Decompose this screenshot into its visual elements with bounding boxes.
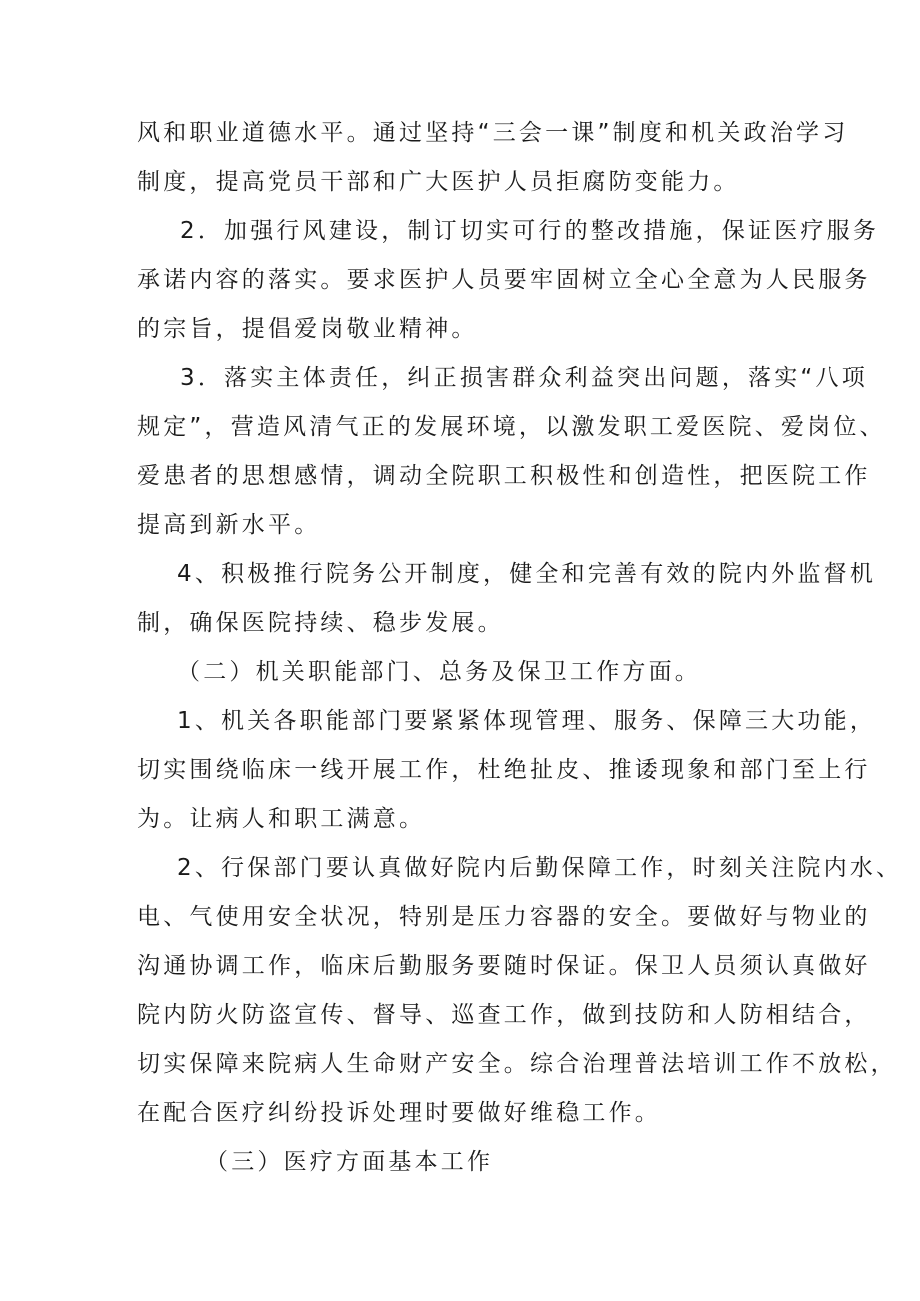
- section-heading-3: （三）医疗方面基本工作: [205, 1149, 494, 1175]
- text-line: 承诺内容的落实。要求医护人员要牢固树立全心全意为人民服务: [137, 267, 871, 293]
- text-line: 规定”，营造风清气正的发展环境，以激发职工爱医院、爱岗位、: [137, 414, 886, 440]
- paragraph-item-4-start: 4、积极推行院务公开制度，健全和完善有效的院内外监督机: [177, 561, 877, 587]
- text-line: 切实保障来院病人生命财产安全。综合治理普法培训工作不放松，: [137, 1051, 897, 1077]
- text-line: 在配合医疗纠纷投诉处理时要做好维稳工作。: [137, 1100, 661, 1126]
- text-line: 制度，提高党员干部和广大医护人员拒腐防变能力。: [137, 169, 740, 195]
- text-line: 风和职业道德水平。通过坚持“三会一课”制度和机关政治学习: [137, 120, 849, 146]
- text-line: 制，确保医院持续、稳步发展。: [137, 610, 504, 636]
- text-line: 提高到新水平。: [137, 512, 321, 538]
- text-line: 电、气使用安全状况，特别是压力容器的安全。要做好与物业的: [137, 904, 871, 930]
- paragraph-item-3-start: 3．落实主体责任，纠正损害群众利益突出问题，落实“八项: [180, 365, 868, 391]
- paragraph-s2-item-2-start: 2、行保部门要认真做好院内后勤保障工作，时刻关注院内水、: [177, 855, 903, 881]
- text-line: 院内防火防盗宣传、督导、巡查工作，做到技防和人防相结合，: [137, 1002, 871, 1028]
- text-line: 切实围绕临床一线开展工作，杜绝扯皮、推诿现象和部门至上行: [137, 757, 871, 783]
- text-line: 沟通协调工作，临床后勤服务要随时保证。保卫人员须认真做好: [137, 953, 871, 979]
- text-line: 为。让病人和职工满意。: [137, 806, 426, 832]
- paragraph-item-2-start: 2．加强行风建设，制订切实可行的整改措施，保证医疗服务: [180, 218, 880, 244]
- section-heading-2: （二）机关职能部门、总务及保卫工作方面。: [177, 659, 701, 685]
- paragraph-s2-item-1-start: 1、机关各职能部门要紧紧体现管理、服务、保障三大功能，: [177, 708, 877, 734]
- text-line: 爱患者的思想感情，调动全院职工积极性和创造性，把医院工作: [137, 463, 871, 489]
- text-line: 的宗旨，提倡爱岗敬业精神。: [137, 316, 478, 342]
